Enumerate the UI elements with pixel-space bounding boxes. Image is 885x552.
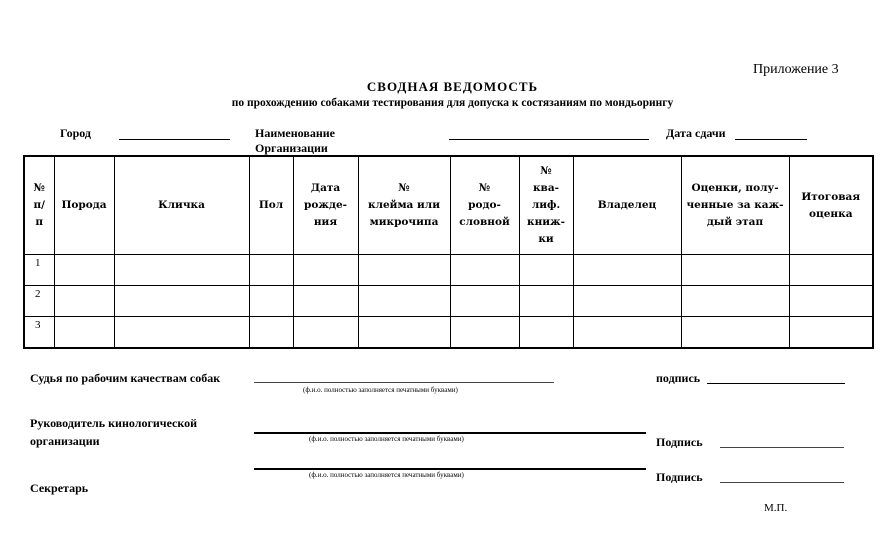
table-cell[interactable]: [358, 317, 450, 349]
column-header-line: ква-: [532, 182, 560, 194]
table-header-row: [24, 156, 873, 255]
stamp-label: М.П.: [764, 502, 788, 514]
table-row: [24, 255, 873, 286]
secretary-label: Секретарь: [30, 481, 89, 495]
column-header: [54, 156, 114, 255]
row-number-cell[interactable]: 3: [24, 317, 54, 349]
column-header: [24, 156, 54, 255]
column-header-line: клейма или: [367, 199, 440, 211]
city-field[interactable]: [119, 139, 230, 140]
date-field[interactable]: [735, 139, 807, 140]
table-cell[interactable]: [573, 317, 681, 349]
table-cell[interactable]: [54, 255, 114, 286]
table-cell[interactable]: [789, 255, 873, 286]
table-cell[interactable]: [681, 286, 789, 317]
column-header-line: дый этап: [706, 216, 764, 228]
head-signature-field[interactable]: [720, 447, 844, 448]
table-cell[interactable]: [789, 317, 873, 349]
row-number-cell[interactable]: 1: [24, 255, 54, 286]
table-cell[interactable]: [249, 255, 293, 286]
column-header-line: ки: [538, 233, 554, 245]
column-header-line: Кличка: [158, 199, 205, 211]
head-label-line2: организации: [30, 434, 100, 448]
column-header: [789, 156, 873, 255]
table-cell[interactable]: [54, 286, 114, 317]
column-header: [681, 156, 789, 255]
column-header: [573, 156, 681, 255]
secretary-signature-field[interactable]: [720, 482, 844, 483]
column-header-line: лиф.: [531, 199, 561, 211]
table-cell[interactable]: [114, 286, 249, 317]
head-sign-label: Подпись: [656, 435, 703, 449]
column-header-line: Пол: [258, 199, 284, 211]
secretary-hint: (ф.и.о. полностью заполняется печатными буквами): [309, 471, 464, 479]
column-header-line: п/: [33, 199, 46, 211]
column-header-line: ния: [313, 216, 338, 228]
table-cell[interactable]: [789, 286, 873, 317]
document-subtitle: по прохождению собаками тестирования для допуска к состязаниям по мондьорингу: [231, 97, 674, 109]
organization-field[interactable]: [449, 139, 649, 140]
table-body: [24, 255, 873, 349]
table-cell[interactable]: [450, 286, 519, 317]
table-cell[interactable]: [573, 255, 681, 286]
table-cell[interactable]: [249, 286, 293, 317]
secretary-name-field[interactable]: [254, 468, 646, 470]
table-cell[interactable]: [249, 317, 293, 349]
column-header-line: Дата: [310, 182, 341, 194]
column-header-line: родо-: [468, 199, 501, 211]
column-header-line: словной: [459, 216, 510, 228]
column-header-line: Оценки, полу-: [691, 182, 779, 194]
table-cell[interactable]: [358, 286, 450, 317]
table-cell[interactable]: [681, 317, 789, 349]
table-cell[interactable]: [358, 255, 450, 286]
judge-sign-label: подпись: [656, 371, 701, 385]
table-cell[interactable]: [681, 255, 789, 286]
table-cell[interactable]: [519, 286, 573, 317]
head-hint: (ф.и.о. полностью заполняется печатными буквами): [309, 435, 464, 443]
secretary-sign-label: Подпись: [656, 470, 703, 484]
column-header-line: Порода: [61, 199, 107, 211]
table-cell[interactable]: [293, 255, 358, 286]
column-header-line: п: [35, 216, 44, 228]
row-number-cell[interactable]: 2: [24, 286, 54, 317]
column-header-line: оценка: [808, 207, 853, 220]
table-row: [24, 286, 873, 317]
column-header-line: Владелец: [597, 199, 657, 211]
column-header-line: №: [398, 182, 410, 194]
dogs-table: [23, 155, 874, 349]
document-title: СВОДНАЯ ВЕДОМОСТЬ: [366, 79, 539, 94]
table-cell[interactable]: [114, 317, 249, 349]
judge-signature-field[interactable]: [707, 383, 845, 384]
column-header-line: книж-: [526, 216, 566, 228]
column-header: [249, 156, 293, 255]
column-header: [358, 156, 450, 255]
date-label: Дата сдачи: [666, 126, 726, 140]
table-cell[interactable]: [519, 255, 573, 286]
column-header: [293, 156, 358, 255]
city-label: Город: [60, 126, 91, 140]
judge-hint: (ф.и.о. полностью заполняется печатными буквами): [303, 386, 458, 394]
judge-name-field[interactable]: [254, 382, 554, 383]
table-cell[interactable]: [573, 286, 681, 317]
column-header-line: микрочипа: [369, 216, 439, 228]
column-header-line: №: [540, 165, 552, 177]
appendix-label: Приложение 3: [753, 62, 839, 77]
table-cell[interactable]: [293, 317, 358, 349]
table-cell[interactable]: [519, 317, 573, 349]
head-name-field[interactable]: [254, 432, 646, 434]
column-header: [519, 156, 573, 255]
column-header-line: рожде-: [304, 199, 347, 211]
column-header: [450, 156, 519, 255]
org-label-line1: Наименование: [255, 126, 335, 140]
table-cell[interactable]: [54, 317, 114, 349]
org-label-line2: Организации: [255, 141, 328, 155]
table-cell[interactable]: [114, 255, 249, 286]
judge-label: Судья по рабочим качествам собак: [30, 371, 221, 385]
head-label-line1: Руководитель кинологической: [30, 416, 198, 430]
column-header-line: №: [478, 182, 491, 194]
table-cell[interactable]: [450, 255, 519, 286]
table-row: [24, 317, 873, 349]
column-header-line: ченные за каж-: [686, 199, 784, 211]
column-header-line: №: [33, 182, 45, 194]
table-cell[interactable]: [450, 317, 519, 349]
column-header: [114, 156, 249, 255]
table-cell[interactable]: [293, 286, 358, 317]
column-header-line: Итоговая: [801, 190, 861, 203]
